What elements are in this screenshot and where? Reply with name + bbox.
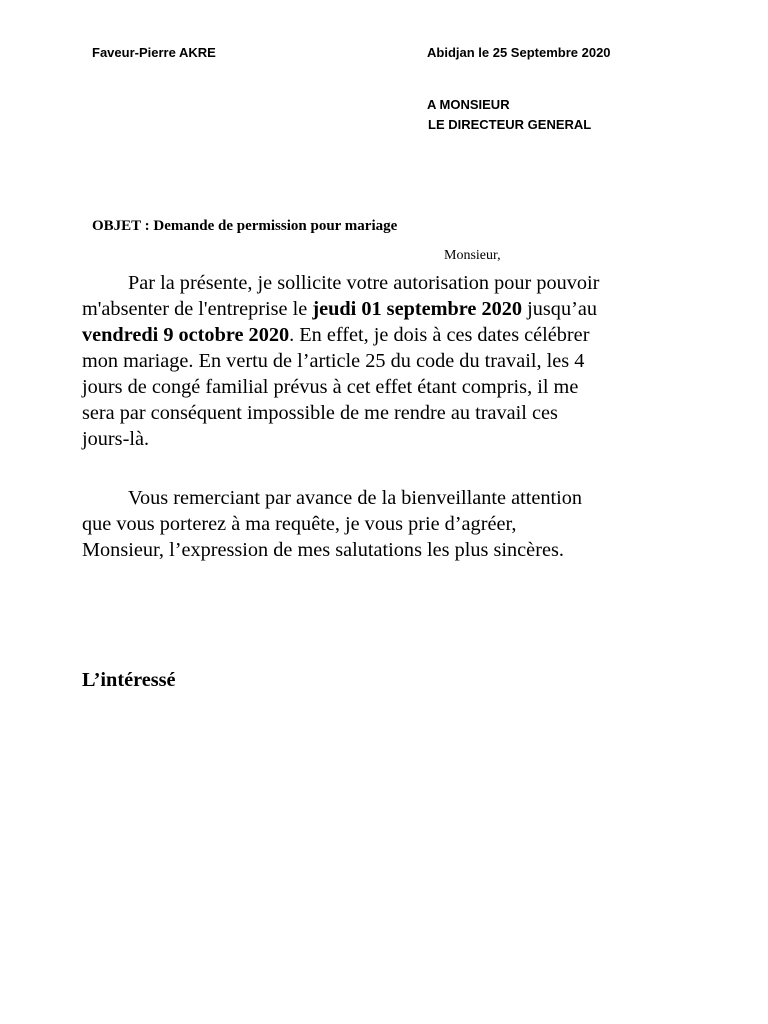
recipient-line-2: LE DIRECTEUR GENERAL — [428, 117, 592, 132]
line-2-text-a: m'absenter de l'entreprise le — [82, 298, 313, 320]
letter-subject: OBJET : Demande de permission pour mariage — [92, 218, 398, 234]
body-paragraph-1 — [82, 270, 702, 452]
paragraph-2-line-1: Vous remerciant par avance de la bienveillante attention — [128, 487, 583, 509]
paragraph-1-line-5: jours de congé familial prévus à cet effet étant compris, il me — [82, 376, 579, 398]
paragraph-1-line-1: Par la présente, je sollicite votre autorisation pour pouvoir — [128, 272, 600, 294]
paragraph-2-line-3: Monsieur, l’expression de mes salutations les plus sincères. — [82, 539, 564, 561]
salutation: Monsieur, — [444, 248, 501, 263]
recipient-line-1: A MONSIEUR — [427, 97, 510, 112]
end-date: vendredi 9 octobre 2020 — [82, 324, 290, 346]
paragraph-1-line-4: mon mariage. En vertu de l’article 25 du code du travail, les 4 — [82, 350, 585, 372]
start-date: jeudi 01 septembre 2020 — [312, 298, 523, 320]
paragraph-1-line-2 — [82, 296, 702, 322]
body-paragraph-2 — [82, 485, 702, 563]
sender-name: Faveur-Pierre AKRE — [92, 45, 216, 60]
line-3-text: . En effet, je dois à ces dates célébrer — [289, 324, 590, 346]
paragraph-1-line-3 — [82, 322, 702, 348]
paragraph-2-line-2: que vous porterez à ma requête, je vous prie d’agréer, — [82, 513, 517, 535]
signature: L’intéressé — [82, 669, 176, 691]
line-2-text-b: jusqu’au — [522, 298, 597, 320]
paragraph-1-line-7: jours-là. — [82, 428, 150, 450]
paragraph-1-line-6: sera par conséquent impossible de me rendre au travail ces — [82, 402, 558, 424]
place-and-date: Abidjan le 25 Septembre 2020 — [427, 45, 611, 60]
